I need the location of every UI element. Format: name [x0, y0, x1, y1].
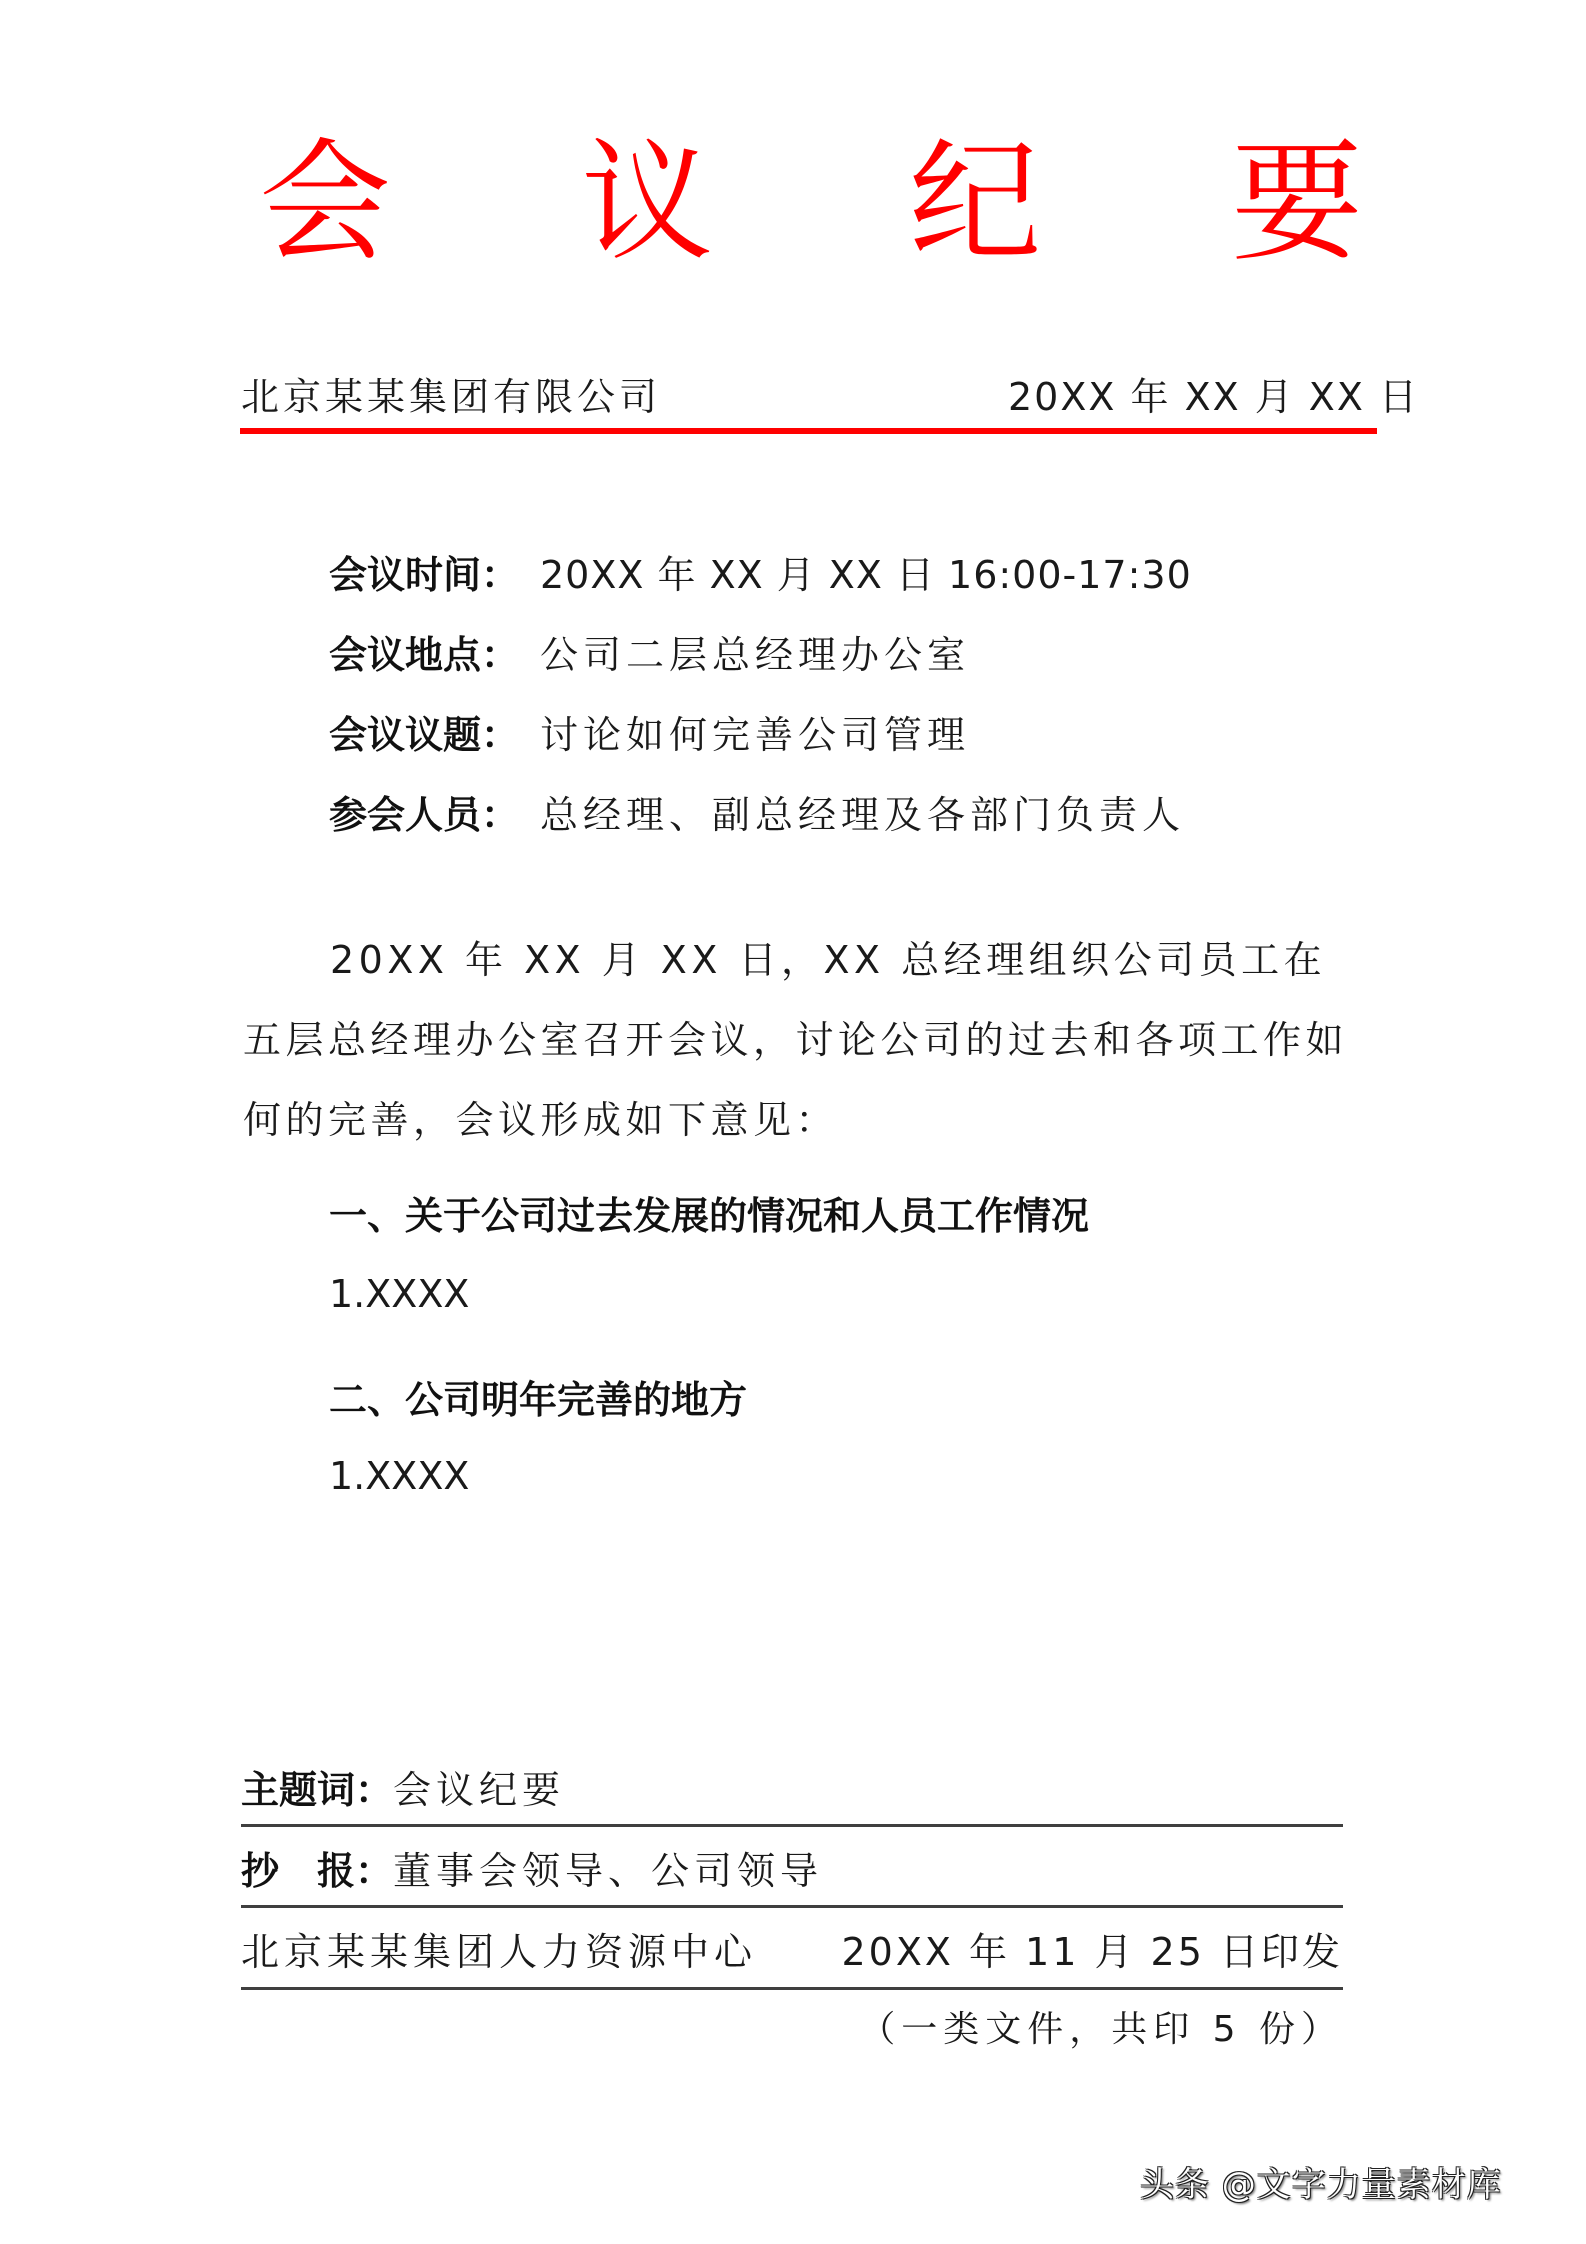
meta-row-time	[329, 545, 1192, 605]
footer-keywords	[241, 1762, 565, 1818]
section-heading-1: 一、关于公司过去发展的情况和人员工作情况	[329, 1194, 1090, 1238]
meta-row-location	[329, 625, 970, 685]
keywords-label: 主题词：	[241, 1768, 394, 1812]
meta-row-attendees	[329, 785, 1185, 845]
meta-value: 总经理、副总经理及各部门负责人	[540, 793, 1186, 837]
cc-label: 抄 报：	[241, 1849, 394, 1893]
meta-value: 20XX 年 XX 月 XX 日 16:00-17:30	[540, 553, 1192, 597]
footer-keywords-row	[241, 1762, 1343, 1818]
footer-cc-row	[241, 1843, 1343, 1899]
section-item: 1.XXXX	[329, 1454, 470, 1498]
meta-label: 会议地点：	[329, 633, 520, 677]
meta-label: 会议时间：	[329, 553, 520, 597]
meta-value: 公司二层总经理办公室	[540, 633, 971, 677]
footer-rule-2	[241, 1905, 1343, 1908]
footer-rule-1	[241, 1824, 1343, 1827]
meta-row-topic	[329, 705, 970, 765]
footer-rule-3	[241, 1987, 1343, 1990]
keywords-value: 会议纪要	[393, 1768, 566, 1812]
red-header-rule	[240, 428, 1377, 434]
meta-label: 会议议题：	[329, 713, 520, 757]
title-char-4: 要	[1231, 126, 1363, 280]
issuing-organization: 北京某某集团有限公司	[241, 375, 662, 419]
section-item: 1.XXXX	[329, 1272, 470, 1316]
title-char-2: 议	[581, 126, 713, 280]
title-char-1: 会	[259, 126, 391, 280]
meta-value: 讨论如何完善公司管理	[540, 713, 971, 757]
issuing-date: 20XX 年 XX 月 XX 日	[1008, 375, 1419, 419]
issuing-department: 北京某某集团人力资源中心	[241, 1930, 758, 1974]
footer-cc	[241, 1843, 823, 1899]
meta-label: 参会人员：	[329, 793, 520, 837]
cc-value: 董事会领导、公司领导	[393, 1849, 824, 1893]
title-char-3: 纪	[909, 126, 1041, 280]
print-note: （一类文件，共印 5 份）	[859, 2009, 1343, 2050]
watermark: 头条 @文字力量素材库	[1140, 2165, 1502, 2205]
section-heading-2: 二、公司明年完善的地方	[329, 1378, 748, 1422]
issue-date: 20XX 年 11 月 25 日印发	[841, 1930, 1343, 1974]
body-paragraph: 20XX 年 XX 月 XX 日，XX 总经理组织公司员工在五层总经理办公室召开会议，讨论公司的过去和各项工作如何的完善，会议形成如下意见：	[243, 938, 1349, 1142]
footer-issue-row	[241, 1924, 1343, 1980]
